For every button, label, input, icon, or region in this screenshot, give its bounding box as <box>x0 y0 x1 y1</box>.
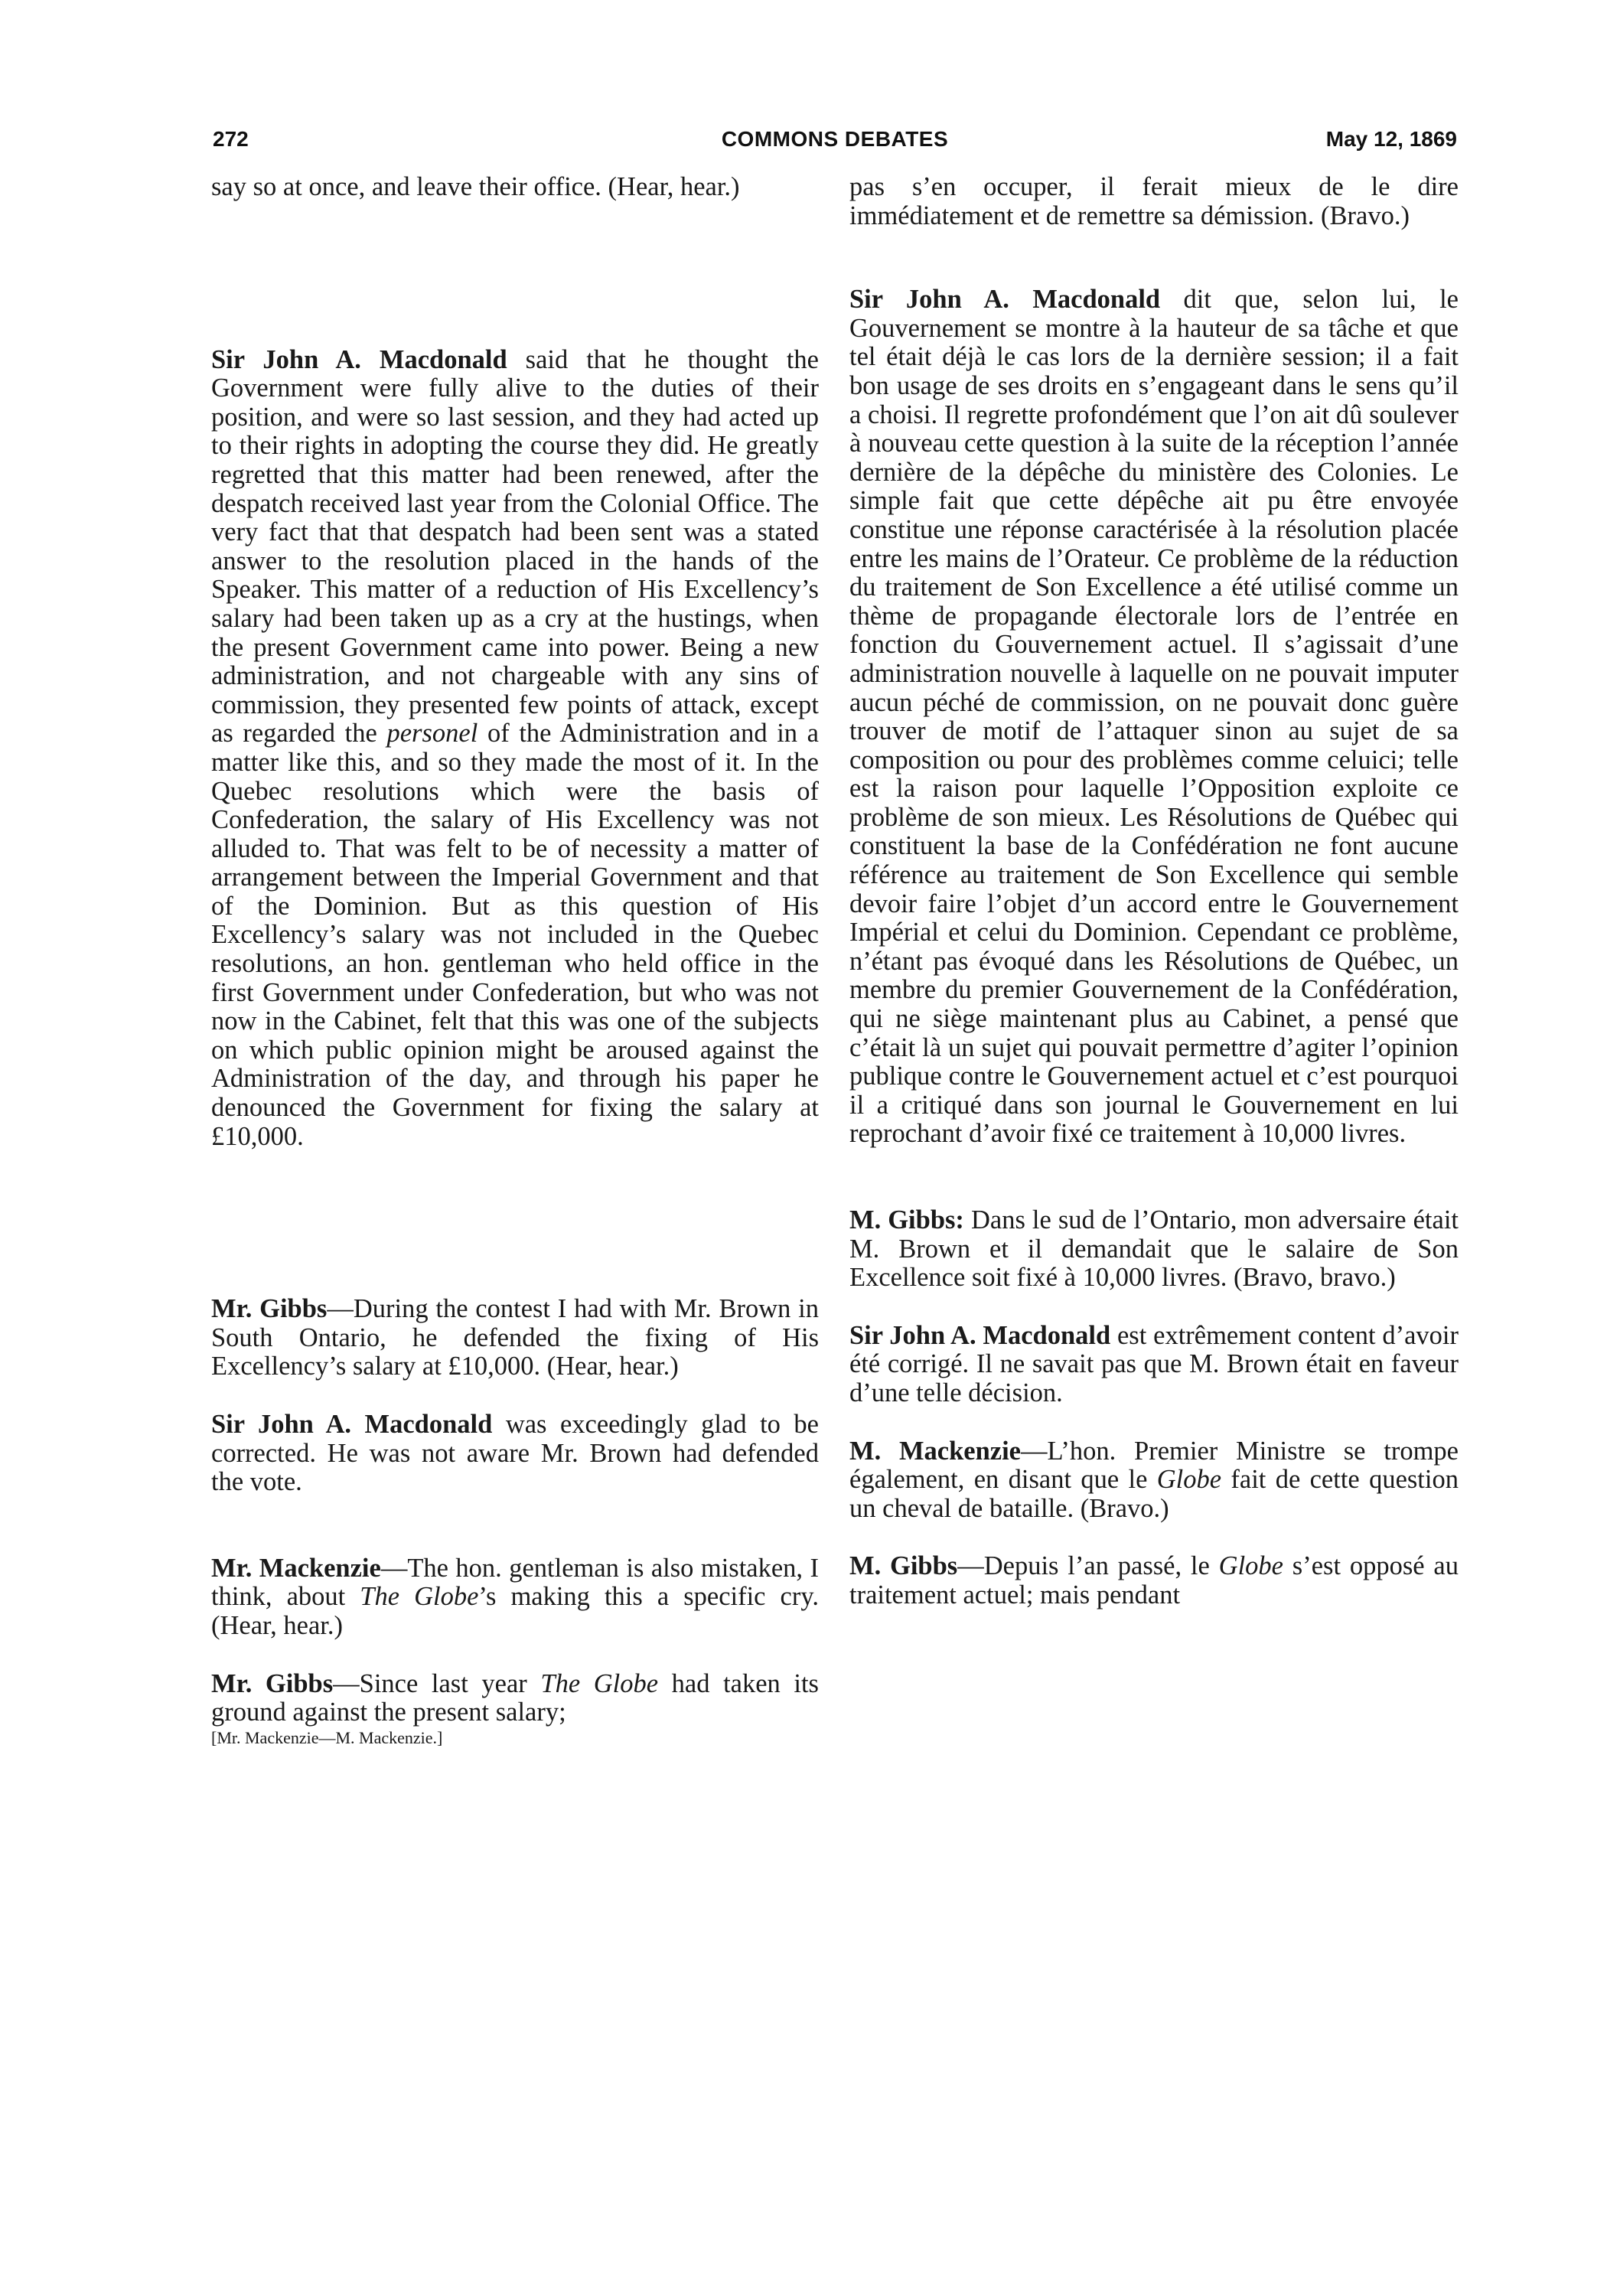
speaker-name: Mr. Mackenzie <box>211 1553 381 1583</box>
en-paragraph-macdonald-reply <box>211 1411 819 1497</box>
paragraph-text: had taken its ground against the present salary; <box>211 1668 819 1727</box>
italic-term: The Globe <box>540 1668 659 1698</box>
paragraph-text: was exceedingly glad to be corrected. He was not aware Mr. Brown had defended the vote. <box>211 1410 819 1497</box>
fr-paragraph-gibbs-2 <box>849 1552 1459 1609</box>
paragraph-text: pas s’en occuper, il ferait mieux de le dire immédiatement et de remettre sa démission. (Bravo.) <box>849 172 1459 230</box>
paragraph-text: say so at once, and leave their office. (Hear, hear.) <box>211 172 740 201</box>
italic-term: personel <box>386 719 478 748</box>
speaker-name: Mr. Gibbs <box>211 1294 328 1324</box>
paragraph-text: —During the contest I had with Mr. Brown in South Ontario, he defended the fixing of His Excellency’s salary at £10,000. (Hear, hear.) <box>211 1294 819 1381</box>
paragraph-text: Dans le sud de l’Ontario, mon adversaire était M. Brown et il demandait que le salaire de Son Excellence soit fixé à 10,000 livres. (Bravo, bravo.) <box>849 1205 1459 1293</box>
italic-term: Globe <box>1218 1551 1283 1581</box>
speaker-name: M. Mackenzie <box>849 1436 1021 1466</box>
page-date: May 12, 1869 <box>1325 127 1457 151</box>
english-column <box>211 173 819 1749</box>
paragraph-text: said that he thought the Government were fully alive to the duties of their position, and were so last session, and they had acted up to their rights in adopting the course they did. He greatly regretted that this matter had been renewed, after the despatch received last year from the Colonial Office. The very fact that that despatch had been sent was a stated answer to the resolution placed in the hands of the Speaker. This matter of a reduction of His Excellency’s salary had been taken up as a cry at the hustings, when the present Government came into power. Being a new administration, and not chargeable with any sins of commission, they presented few points of attack, except as regarded the <box>211 344 819 748</box>
paragraph-text: —L’hon. Premier Ministre se trompe également, en disant que le <box>849 1436 1459 1495</box>
paragraph-text: —The hon. gentleman is also mistaken, I think, about <box>211 1553 819 1612</box>
speaker-name: Mr. Gibbs <box>211 1668 334 1698</box>
speaker-name: Sir John A. Macdonald <box>211 1410 493 1439</box>
publication-title: COMMONS DEBATES <box>721 127 949 151</box>
speaker-name: Sir John A. Macdonald <box>849 285 1161 315</box>
speaker-name: Sir John A. Macdonald <box>211 344 507 374</box>
en-paragraph-gibbs <box>211 1295 819 1381</box>
speaker-name: M. Gibbs: <box>849 1205 964 1234</box>
paragraph-text: fait de cette question un cheval de bataille. (Bravo.) <box>849 1465 1459 1523</box>
fr-paragraph-macdonald <box>849 285 1459 1149</box>
paragraph-text: —Depuis l’an passé, le <box>957 1551 1219 1581</box>
paragraph-text: s’est opposé au traitement actuel; mais pendant <box>849 1551 1459 1609</box>
paragraph-text: est extrêmement content d’avoir été corrigé. Il ne savait pas que M. Brown était en faveur d’une telle décision. <box>849 1320 1459 1407</box>
italic-term: The Globe <box>360 1582 479 1612</box>
fr-paragraph-continuation <box>849 173 1459 230</box>
paragraph-text: ’s making this a specific cry. (Hear, hear.) <box>211 1582 819 1640</box>
paragraph-text: dit que, selon lui, le Gouvernement se montre à la hauteur de sa tâche et que tel était déjà le cas lors de la dernière session; il a fait bon usage de ses droits en s’engageant dans le sens qu’il a choisi. Il regrette profondément que l’on ait dû soulever à nouveau cette question à la suite de la réception l’année dernière de la dépêche du ministère des Colonies. Le simple fait que cette dépêche ait pu être envoyée constitue une réponse caractérisée à la résolution placée entre les mains de l’Orateur. Ce problème de la réduction du traitement de Son Excellence a été utilisé comme un thème de propagande électorale lors de l’entrée en fonction du Gouvernement actuel. Il s’agissait d’une administration nouvelle à laquelle on ne pouvait imputer aucun péché de commission, on ne pouvait donc guère trouver de motif de l’attaquer sinon au sujet de sa composition ou pour des problèmes comme celuici; telle est la raison pour laquelle l’Opposition exploite ce problème de son mieux. Les Résolutions de Québec qui constituent la base de la Confédération ne font aucune référence au traitement de Son Excellence qui semble devoir faire l’objet d’un accord entre le Gouvernement Impérial et celui du Dominion. Cependant ce problème, n’étant pas évoqué dans les Résolutions de Québec, un membre du premier Gouvernement de la Confédération, qui ne siège maintenant plus au Cabinet, a pensé que c’était là un sujet qui pouvait permettre d’agiter l’opinion publique contre le Gouvernement actuel et c’est pourquoi il a critiqué dans son journal le Gouvernement en lui reprochant d’avoir fixé ce traitement à 10,000 livres. <box>849 285 1459 1149</box>
french-column <box>849 173 1459 1610</box>
speaker-name: M. Gibbs <box>849 1551 958 1581</box>
paragraph-text: of the Administration and in a matter like this, and so they made the most of it. In the Quebec resolutions which were the basis of Confederation, the salary of His Excellency was not alluded to. That was felt to be of necessity a matter of arrangement between the Imperial Government and that of the Dominion. But as this question of His Excellency’s salary was not included in the Quebec resolutions, an hon. gentleman who held office in the first Government under Confederation, but who was not now in the Cabinet, felt that this was one of the subjects on which public opinion might be aroused against the Administration of the day, and through his paper he denounced the Government for fixing the salary at £10,000. <box>211 719 819 1151</box>
paragraph-text: —Since last year <box>333 1668 541 1698</box>
en-paragraph-continuation <box>211 173 819 202</box>
page-header <box>213 127 1457 158</box>
fr-paragraph-macdonald-reply <box>849 1322 1459 1408</box>
page-number: 272 <box>213 127 249 151</box>
italic-term: Globe <box>1156 1465 1222 1495</box>
fr-paragraph-mackenzie <box>849 1437 1459 1524</box>
en-paragraph-mackenzie <box>211 1554 819 1641</box>
fr-paragraph-gibbs <box>849 1206 1459 1293</box>
en-paragraph-macdonald <box>211 346 819 1152</box>
speaker-name: Sir John A. Macdonald <box>849 1320 1111 1350</box>
en-paragraph-gibbs-2 <box>211 1670 819 1727</box>
footnote: [Mr. Mackenzie—M. Mackenzie.] <box>211 1727 443 1747</box>
